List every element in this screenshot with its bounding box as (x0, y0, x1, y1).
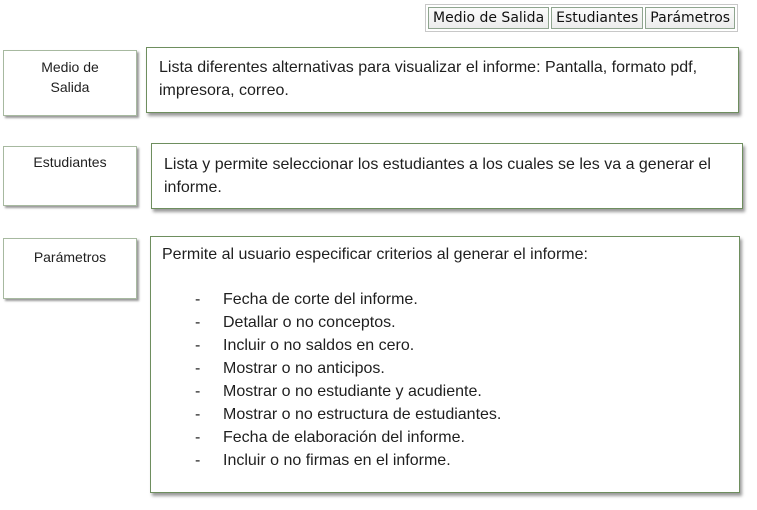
tab-estudiantes[interactable]: Estudiantes (551, 7, 643, 29)
description-medio-de-salida-text: Lista diferentes alternativas para visualizar el informe: Pantalla, formato pdf, impresora, correo. (159, 59, 698, 99)
bullet-dash: - (195, 383, 201, 400)
label-estudiantes (3, 146, 137, 206)
bullet-dash: - (195, 429, 201, 446)
list-item-text: Incluir o no firmas en el informe. (223, 452, 451, 469)
criteria-list (162, 288, 729, 472)
tab-parametros[interactable]: Parámetros (645, 7, 735, 29)
list-item (162, 426, 729, 449)
tab-medio-de-salida[interactable]: Medio de Salida (428, 7, 549, 29)
list-item-text: Mostrar o no anticipos. (223, 360, 385, 377)
list-item-text: Fecha de elaboración del informe. (223, 429, 465, 446)
label-parametros-text: Parámetros (33, 249, 107, 265)
bullet-dash: - (195, 291, 201, 308)
list-item-text: Mostrar o no estudiante y acudiente. (223, 383, 482, 400)
list-item-text: Incluir o no saldos en cero. (223, 337, 415, 354)
list-item-text: Detallar o no conceptos. (223, 314, 396, 331)
list-item (162, 311, 729, 334)
description-estudiantes (151, 143, 743, 209)
list-item (162, 403, 729, 426)
list-item (162, 288, 729, 311)
label-parametros (3, 238, 137, 299)
description-medio-de-salida (146, 47, 739, 113)
description-estudiantes-text: Lista y permite seleccionar los estudiantes a los cuales se les va a generar el informe. (164, 156, 711, 196)
list-item (162, 357, 729, 380)
description-parametros (150, 236, 740, 493)
label-medio-de-salida-text: Medio de Salida (41, 59, 99, 95)
tab-strip (425, 4, 738, 32)
label-medio-de-salida (3, 50, 137, 116)
bullet-dash: - (195, 360, 201, 377)
bullet-dash: - (195, 337, 201, 354)
list-item (162, 449, 729, 472)
label-estudiantes-text: Estudiantes (33, 154, 107, 170)
list-item (162, 334, 729, 357)
list-item-text: Mostrar o no estructura de estudiantes. (223, 406, 502, 423)
description-parametros-intro: Permite al usuario especificar criterios al generar el informe: (162, 246, 588, 263)
bullet-dash: - (195, 452, 201, 469)
list-item-text: Fecha de corte del informe. (223, 291, 418, 308)
list-item (162, 380, 729, 403)
bullet-dash: - (195, 314, 201, 331)
bullet-dash: - (195, 406, 201, 423)
